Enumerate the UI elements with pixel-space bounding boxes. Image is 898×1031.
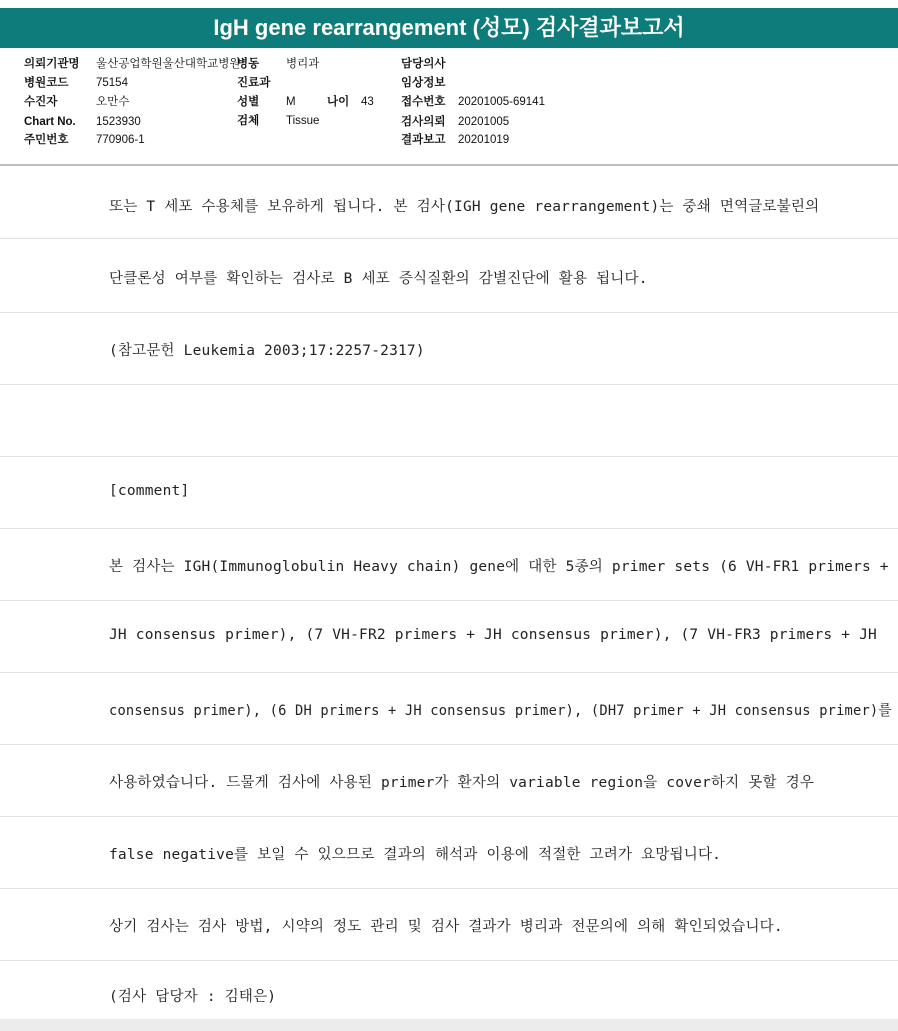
age-value: 43 — [361, 96, 374, 108]
patient-label: 수진자 — [24, 96, 58, 108]
institution-value: 울산공업학원울산대학교병원 — [96, 58, 241, 70]
report-line: false negative를 보일 수 있으므로 결과의 해석과 이용에 적절한 고려가 요망됩니다. — [109, 847, 722, 863]
request-date-value: 20201005 — [458, 116, 510, 128]
report-row — [0, 529, 898, 601]
sex-label: 성별 — [237, 96, 260, 108]
report-row — [0, 385, 898, 457]
report-row — [0, 457, 898, 529]
doctor-label: 담당의사 — [401, 58, 446, 70]
report-line: 사용하였습니다. 드물게 검사에 사용된 primer가 환자의 variable region을 cover하지 못할 경우 — [109, 775, 815, 791]
hospital-code-label: 병원코드 — [24, 77, 69, 89]
dept-label: 진료과 — [237, 77, 271, 89]
report-row — [0, 241, 898, 313]
specimen-label: 검체 — [237, 115, 260, 127]
report-line: 또는 T 세포 수용체를 보유하게 됩니다. 본 검사(IGH gene rearrangement)는 중쇄 면역글로불린의 — [109, 199, 820, 215]
receipt-value: 20201005-69141 — [458, 96, 545, 108]
clinical-info-label: 임상정보 — [401, 77, 446, 89]
receipt-label: 접수번호 — [401, 96, 446, 108]
report-row — [0, 601, 898, 673]
institution-label: 의뢰기관명 — [24, 58, 80, 70]
report-line: 본 검사는 IGH(Immunoglobulin Heavy chain) gene에 대한 5종의 primer sets (6 VH-FR1 primers + — [109, 559, 889, 575]
ward-label: 병동 — [237, 58, 260, 70]
chart-no-label: Chart No. — [24, 116, 76, 128]
report-row — [0, 745, 898, 817]
report-line: [comment] — [109, 483, 190, 499]
report-line: (참고문헌 Leukemia 2003;17:2257-2317) — [109, 343, 425, 359]
ward-value: 병리과 — [286, 58, 320, 70]
report-row — [0, 313, 898, 385]
age-label: 나이 — [327, 96, 350, 108]
patient-info-header — [0, 48, 898, 166]
report-row — [0, 167, 898, 239]
report-line: consensus primer), (6 DH primers + JH consensus primer), (DH7 primer + JH consensus primer)를 — [109, 703, 892, 719]
report-title: IgH gene rearrangement (성모) 검사결과보고서 — [0, 8, 898, 48]
report-date-value: 20201019 — [458, 134, 510, 146]
report-row — [0, 889, 898, 961]
request-date-label: 검사의뢰 — [401, 116, 446, 128]
rrn-label: 주민번호 — [24, 134, 69, 146]
patient-value: 오만수 — [96, 96, 130, 108]
sex-value: M — [286, 96, 296, 108]
specimen-value: Tissue — [286, 115, 320, 127]
report-line: 상기 검사는 검사 방법, 시약의 정도 관리 및 검사 결과가 병리과 전문의에 의해 확인되었습니다. — [109, 919, 783, 935]
report-row — [0, 961, 898, 1017]
hospital-code-value: 75154 — [96, 77, 128, 89]
bottom-scroll-strip — [0, 1019, 898, 1031]
report-row — [0, 817, 898, 889]
report-date-label: 결과보고 — [401, 134, 446, 146]
rrn-value: 770906-1 — [96, 134, 145, 146]
report-body — [0, 167, 898, 1017]
report-line: (검사 담당자 : 김태은) — [109, 989, 277, 1005]
report-line: JH consensus primer), (7 VH-FR2 primers + JH consensus primer), (7 VH-FR3 primers + JH — [109, 627, 877, 643]
report-line: 단클론성 여부를 확인하는 검사로 B 세포 증식질환의 감별진단에 활용 됩니다. — [109, 271, 648, 287]
chart-no-value: 1523930 — [96, 116, 141, 128]
report-row — [0, 673, 898, 745]
